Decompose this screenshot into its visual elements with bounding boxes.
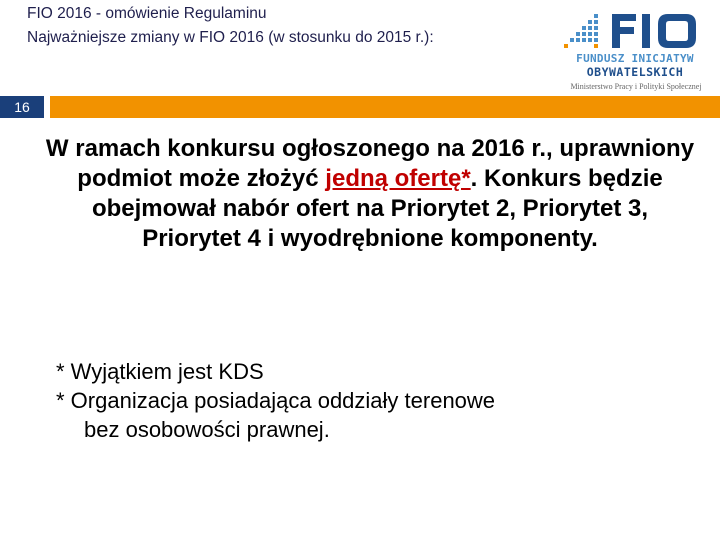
title-line-1: FIO 2016 - omówienie Regulaminu xyxy=(27,5,267,22)
main-text-part-1: W ramach konkursu ogłoszonego na 2016 r., uprawniony podmiot może złożyć xyxy=(45,135,695,192)
fio-logo xyxy=(556,10,716,96)
slide-title xyxy=(27,2,567,50)
footnote-1: * Wyjątkiem jest KDS xyxy=(56,359,264,384)
main-paragraph xyxy=(40,134,700,254)
title-line-2: Najważniejsze zmiany w FIO 2016 (w stosunku do 2015 r.): xyxy=(27,29,434,46)
logo-ministry: Ministerstwo Pracy i Polityki Społecznej xyxy=(570,82,702,91)
fio-logo-mark xyxy=(556,10,716,54)
highlighted-phrase: jedną ofertę* xyxy=(325,165,471,192)
main-text-part-2: . Konkurs będzie obejmował nabór ofert na Priorytet 2, Priorytet 3, Priorytet 4 i wyodrębnione komponenty. xyxy=(91,165,663,252)
slide-number: 16 xyxy=(0,96,44,118)
logo-line-1: FUNDUSZ INICJATYW xyxy=(576,52,694,65)
logo-line-2: OBYWATELSKICH xyxy=(586,65,684,79)
slide-header-bar xyxy=(0,96,720,118)
footnotes xyxy=(56,357,696,444)
footnote-2: * Organizacja posiadająca oddziały terenowe xyxy=(56,388,496,413)
orange-divider xyxy=(50,96,720,118)
footnote-2-continuation: bez osobowości prawnej. xyxy=(84,417,330,442)
